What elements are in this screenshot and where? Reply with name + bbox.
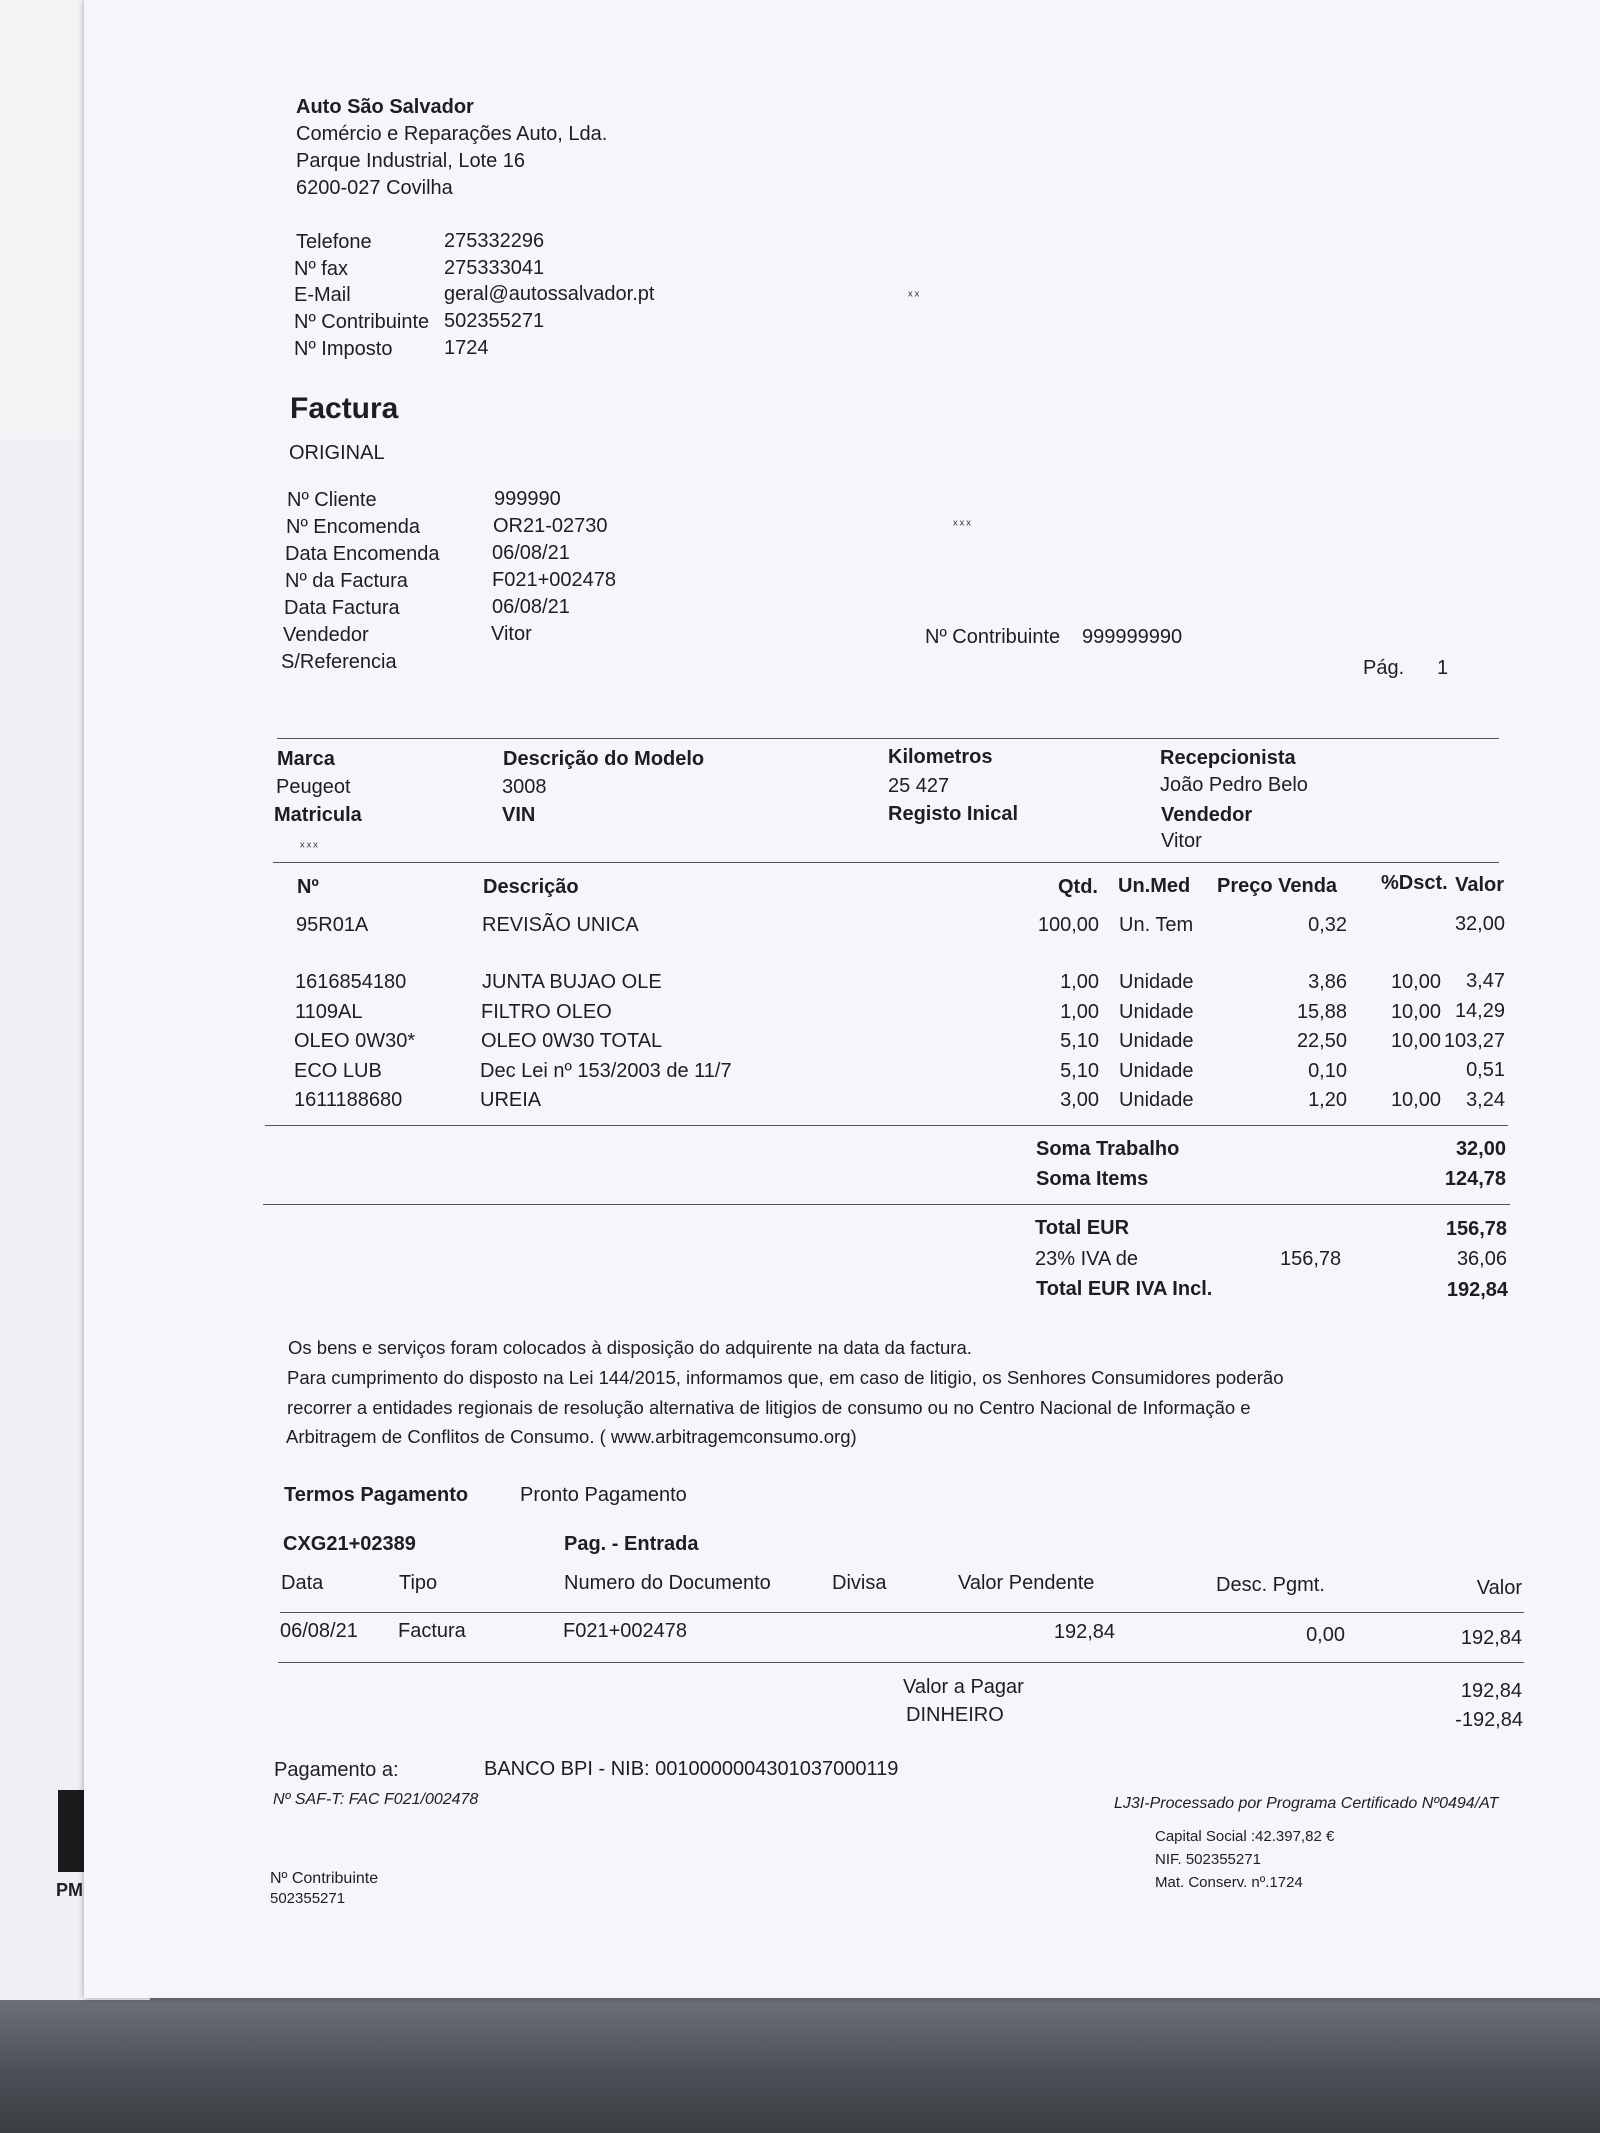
item-preco: 3,86 bbox=[1308, 971, 1347, 993]
vehicle-label: Kilometros bbox=[888, 746, 993, 768]
contact-label: Telefone bbox=[296, 231, 372, 253]
company-legal-name: Comércio e Reparações Auto, Lda. bbox=[296, 123, 608, 145]
item-unmed: Unidade bbox=[1119, 971, 1194, 993]
item-unmed: Unidade bbox=[1119, 1060, 1194, 1082]
sum-label: Soma Items bbox=[1036, 1168, 1149, 1190]
item-desc: FILTRO OLEO bbox=[481, 1001, 612, 1023]
item-preco: 22,50 bbox=[1296, 1030, 1347, 1052]
sum-label: Soma Trabalho bbox=[1036, 1138, 1180, 1160]
payment-col-header: Numero do Documento bbox=[564, 1572, 771, 1594]
divider-rule bbox=[278, 1662, 1524, 1663]
items-col-header: Nº bbox=[297, 876, 319, 898]
total-iva-value: 192,84 bbox=[1446, 1279, 1508, 1301]
item-valor: 3,47 bbox=[1466, 970, 1505, 992]
payment-col-header: Divisa bbox=[832, 1572, 887, 1594]
order-label: S/Referencia bbox=[281, 651, 397, 673]
contact-value: 275332296 bbox=[444, 230, 545, 252]
total-iva-label: Total EUR IVA Incl. bbox=[1036, 1278, 1213, 1300]
item-preco: 0,10 bbox=[1308, 1060, 1347, 1082]
sum-value: 32,00 bbox=[1455, 1138, 1506, 1160]
total-value: 156,78 bbox=[1445, 1218, 1507, 1240]
payment-ref: CXG21+02389 bbox=[283, 1533, 416, 1555]
client-nif-label: Nº Contribuinte bbox=[925, 626, 1061, 648]
cash-label: DINHEIRO bbox=[906, 1704, 1004, 1726]
item-unmed: Unidade bbox=[1119, 1030, 1194, 1052]
payment-date: 06/08/21 bbox=[280, 1620, 358, 1642]
divider-rule bbox=[273, 862, 1499, 863]
item-preco: 0,32 bbox=[1308, 914, 1347, 936]
item-no: 95R01A bbox=[296, 914, 369, 936]
notice-line: Arbitragem de Conflitos de Consumo. ( www.arbitragemconsumo.org) bbox=[286, 1426, 857, 1447]
divider-rule bbox=[263, 1204, 1510, 1205]
item-desc: Dec Lei nº 153/2003 de 11/7 bbox=[480, 1060, 732, 1082]
item-no: ECO LUB bbox=[294, 1060, 382, 1082]
item-desc: REVISÃO UNICA bbox=[482, 914, 639, 936]
notice-line: Os bens e serviços foram colocados à disposição do adquirente na data da factura. bbox=[288, 1337, 972, 1358]
item-preco: 1,20 bbox=[1308, 1089, 1347, 1111]
item-preco: 15,88 bbox=[1296, 1001, 1347, 1023]
order-value: 06/08/21 bbox=[492, 596, 570, 618]
faint-mark: ˣˣˣ bbox=[300, 838, 320, 854]
company-postal: 6200-027 Covilha bbox=[296, 177, 453, 199]
vehicle-label: Matricula bbox=[274, 804, 362, 826]
notice-line: Para cumprimento do disposto na Lei 144/2015, informamos que, em caso de litigio, os Senhores Consumidores poderão bbox=[287, 1367, 1284, 1388]
item-unmed: Unidade bbox=[1119, 1001, 1194, 1023]
payment-value: 192,84 bbox=[1460, 1627, 1522, 1649]
items-col-header: Preço Venda bbox=[1217, 875, 1338, 897]
terms-label: Termos Pagamento bbox=[284, 1484, 469, 1506]
back-document-pm: PM bbox=[56, 1880, 83, 1900]
terms-value: Pronto Pagamento bbox=[520, 1484, 687, 1506]
vehicle-value: 25 427 bbox=[888, 775, 950, 797]
sum-value: 124,78 bbox=[1444, 1168, 1506, 1190]
order-label: Nº Cliente bbox=[287, 489, 377, 511]
item-qtd: 5,10 bbox=[1060, 1030, 1099, 1052]
vehicle-label: Vendedor bbox=[1161, 804, 1253, 826]
contact-label: Nº Imposto bbox=[294, 338, 393, 360]
vehicle-label: Descrição do Modelo bbox=[503, 748, 705, 770]
payment-col-header: Data bbox=[281, 1572, 324, 1594]
company-name: Auto São Salvador bbox=[296, 96, 474, 118]
faint-mark: ˣˣˣ bbox=[953, 516, 973, 532]
payment-col-header: Tipo bbox=[399, 1572, 438, 1594]
item-dsct: 10,00 bbox=[1390, 1001, 1441, 1023]
order-value: OR21-02730 bbox=[493, 515, 608, 537]
cash-value: -192,84 bbox=[1455, 1709, 1523, 1731]
faint-mark: ˣˣ bbox=[908, 287, 922, 303]
contact-value: 1724 bbox=[444, 337, 489, 359]
item-valor: 32,00 bbox=[1454, 913, 1505, 935]
order-label: Nº da Factura bbox=[285, 570, 408, 592]
items-col-header: Valor bbox=[1455, 874, 1504, 896]
order-label: Vendedor bbox=[283, 624, 369, 646]
iva-label: 23% IVA de bbox=[1035, 1248, 1139, 1270]
contact-value: 502355271 bbox=[444, 310, 545, 332]
divider-rule bbox=[277, 738, 1499, 739]
item-qtd: 1,00 bbox=[1060, 971, 1099, 993]
vehicle-value: Vitor bbox=[1161, 830, 1202, 852]
order-value: Vitor bbox=[491, 623, 532, 645]
amount-due-value: 192,84 bbox=[1460, 1680, 1522, 1702]
company-address: Parque Industrial, Lote 16 bbox=[296, 150, 526, 172]
payment-col-header: Valor Pendente bbox=[958, 1572, 1095, 1594]
item-dsct: 10,00 bbox=[1390, 1089, 1441, 1111]
item-dsct: 10,00 bbox=[1390, 1030, 1441, 1052]
bank-value: BANCO BPI - NIB: 0010000004301037000119 bbox=[484, 1758, 899, 1780]
certification-note: LJ3I-Processado por Programa Certificado Nº0494/AT bbox=[1114, 1795, 1499, 1812]
vehicle-value: João Pedro Belo bbox=[1160, 774, 1308, 796]
items-col-header: Un.Med bbox=[1118, 875, 1191, 897]
vehicle-value: Peugeot bbox=[276, 776, 351, 798]
footer-nif: NIF. 502355271 bbox=[1155, 1851, 1261, 1868]
payment-title: Pag. - Entrada bbox=[564, 1533, 699, 1555]
items-col-header: %Dsct. bbox=[1381, 872, 1448, 894]
order-label: Data Factura bbox=[284, 597, 400, 619]
item-no: 1611188680 bbox=[294, 1089, 403, 1111]
vehicle-label: Registo Inical bbox=[888, 803, 1019, 825]
item-valor: 3,24 bbox=[1466, 1089, 1505, 1111]
item-no: 1109AL bbox=[295, 1001, 363, 1023]
item-valor: 103,27 bbox=[1443, 1030, 1505, 1052]
item-no: 1616854180 bbox=[295, 971, 407, 993]
notice-line: recorrer a entidades regionais de resolução alternativa de litigios de consumo ou no Centro Nacional de Informação e bbox=[287, 1397, 1251, 1418]
item-qtd: 3,00 bbox=[1060, 1089, 1099, 1111]
contact-label: E-Mail bbox=[294, 284, 351, 306]
vehicle-value: 3008 bbox=[502, 776, 547, 798]
document-copy-type: ORIGINAL bbox=[289, 442, 385, 464]
email-value: geral@autossalvador.pt bbox=[444, 283, 655, 305]
item-unmed: Unidade bbox=[1119, 1089, 1194, 1111]
item-dsct: 10,00 bbox=[1390, 971, 1441, 993]
order-value: F021+002478 bbox=[492, 569, 617, 591]
item-qtd: 100,00 bbox=[1037, 914, 1099, 936]
bank-label: Pagamento a: bbox=[274, 1759, 399, 1781]
document-title: Factura bbox=[290, 392, 399, 425]
item-qtd: 5,10 bbox=[1060, 1060, 1099, 1082]
vehicle-label: VIN bbox=[502, 804, 536, 826]
contact-label: Nº Contribuinte bbox=[294, 311, 430, 333]
iva-base: 156,78 bbox=[1280, 1248, 1342, 1270]
footer-capital: Capital Social :42.397,82 € bbox=[1155, 1828, 1335, 1845]
item-desc: JUNTA BUJAO OLE bbox=[482, 971, 662, 993]
item-qtd: 1,00 bbox=[1060, 1001, 1099, 1023]
order-label: Data Encomenda bbox=[285, 543, 440, 565]
total-label: Total EUR bbox=[1035, 1217, 1130, 1239]
payment-discount: 0,00 bbox=[1306, 1624, 1345, 1646]
footer-nif-label: Nº Contribuinte bbox=[270, 1870, 379, 1887]
items-col-header: Qtd. bbox=[1058, 876, 1098, 898]
payment-doc-number: F021+002478 bbox=[563, 1620, 688, 1642]
payment-pending: 192,84 bbox=[1053, 1621, 1115, 1643]
item-valor: 0,51 bbox=[1466, 1059, 1505, 1081]
contact-value: 275333041 bbox=[444, 257, 545, 279]
divider-rule bbox=[265, 1125, 1508, 1126]
desk-background bbox=[0, 1990, 1600, 2133]
order-label: Nº Encomenda bbox=[286, 516, 421, 538]
order-value: 999990 bbox=[494, 488, 561, 510]
invoice-page bbox=[84, 0, 1600, 1998]
item-desc: UREIA bbox=[480, 1089, 542, 1111]
client-nif-value: 999999990 bbox=[1082, 626, 1183, 648]
footer-registration: Mat. Conserv. nº.1724 bbox=[1155, 1874, 1303, 1891]
item-valor: 14,29 bbox=[1454, 1000, 1505, 1022]
saft-number: Nº SAF-T: FAC F021/002478 bbox=[273, 1791, 479, 1808]
item-desc: OLEO 0W30 TOTAL bbox=[481, 1030, 663, 1052]
amount-due-label: Valor a Pagar bbox=[903, 1676, 1024, 1698]
payment-col-header: Desc. Pgmt. bbox=[1216, 1574, 1325, 1596]
vehicle-label: Marca bbox=[277, 748, 335, 770]
payment-type: Factura bbox=[398, 1620, 466, 1642]
divider-rule bbox=[280, 1612, 1524, 1613]
footer-nif-value: 502355271 bbox=[270, 1890, 346, 1907]
item-no: OLEO 0W30* bbox=[294, 1030, 416, 1052]
vehicle-label: Recepcionista bbox=[1160, 747, 1296, 769]
item-unmed: Un. Tem bbox=[1119, 914, 1194, 936]
page-label: Pág. bbox=[1363, 657, 1405, 679]
items-col-header: Descrição bbox=[483, 876, 579, 898]
iva-value: 36,06 bbox=[1456, 1248, 1507, 1270]
contact-label: Nº fax bbox=[294, 258, 348, 280]
page-number: 1 bbox=[1437, 657, 1449, 679]
payment-col-header: Valor bbox=[1476, 1577, 1522, 1599]
order-value: 06/08/21 bbox=[492, 542, 570, 564]
